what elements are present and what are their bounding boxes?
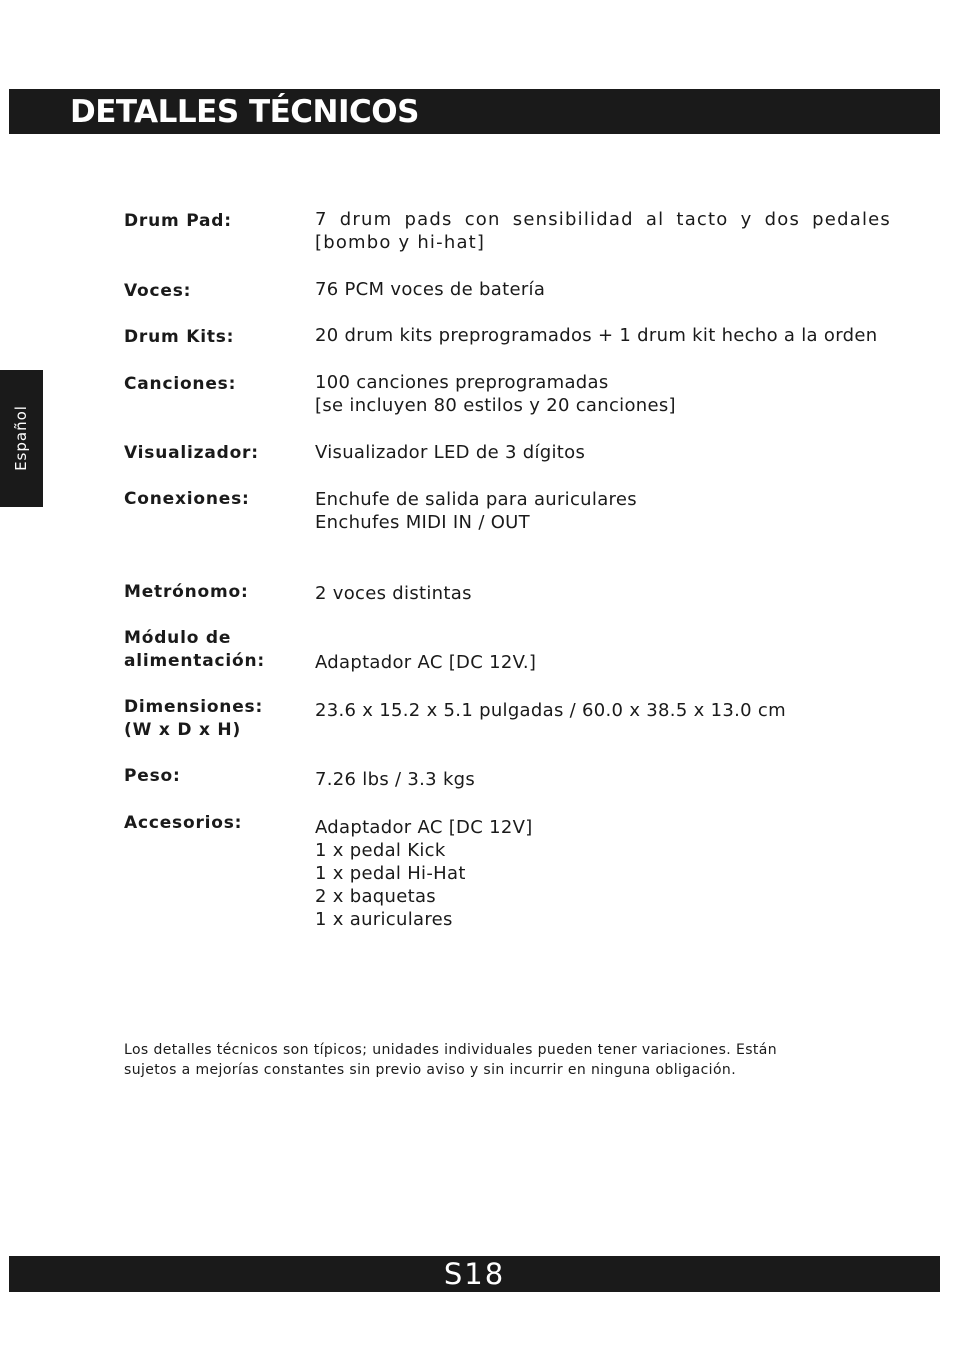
spec-value xyxy=(315,699,891,722)
spec-value xyxy=(315,324,891,347)
spec-value-line: 1 x auriculares xyxy=(315,909,453,930)
spec-value xyxy=(315,208,891,254)
spec-value-line: Enchufe de salida para auriculares xyxy=(315,489,637,510)
footer-bar xyxy=(9,1256,940,1292)
spec-label xyxy=(124,696,304,742)
spec-label-line: Accesorios: xyxy=(124,813,243,833)
spec-label xyxy=(124,581,304,604)
spec-value-line: 2 x baquetas xyxy=(315,886,436,907)
spec-value xyxy=(315,582,891,605)
spec-label-line: Canciones: xyxy=(124,374,237,394)
spec-label-line: (W x D x H) xyxy=(124,720,242,740)
spec-value xyxy=(315,768,891,791)
spec-label xyxy=(124,326,304,349)
spec-value xyxy=(315,651,891,674)
footnote-line: sujetos a mejorías constantes sin previo aviso y sin incurrir en ninguna obligación. xyxy=(124,1062,737,1078)
spec-value xyxy=(315,816,891,931)
spec-value xyxy=(315,371,891,417)
footnote-line: Los detalles técnicos son típicos; unidades individuales pueden tener variaciones. Están xyxy=(124,1042,778,1058)
spec-label xyxy=(124,488,304,511)
spec-value-line: 1 x pedal Kick xyxy=(315,840,446,861)
spec-value-line: 76 PCM voces de batería xyxy=(315,279,546,300)
footnote xyxy=(124,1040,884,1080)
spec-value-line: Adaptador AC [DC 12V.] xyxy=(315,652,537,673)
header-bar xyxy=(9,89,940,134)
spec-label-line: Metrónomo: xyxy=(124,582,249,602)
spec-value-line: 7 drum pads con sensibilidad al tacto y dos pedales [bombo y hi-hat] xyxy=(315,209,891,253)
spec-label xyxy=(124,373,304,396)
language-tab-label: Español xyxy=(12,405,30,471)
spec-label-line: Drum Pad: xyxy=(124,211,232,231)
spec-value-line: 23.6 x 15.2 x 5.1 pulgadas / 60.0 x 38.5 x 13.0 cm xyxy=(315,700,786,721)
spec-label xyxy=(124,210,304,233)
spec-value xyxy=(315,278,891,301)
spec-label-line: Voces: xyxy=(124,281,192,301)
spec-value-line: 1 x pedal Hi-Hat xyxy=(315,863,466,884)
spec-label xyxy=(124,280,304,303)
spec-value-line: 20 drum kits preprogramados + 1 drum kit hecho a la orden xyxy=(315,325,878,346)
spec-value-line: 100 canciones preprogramadas xyxy=(315,372,609,393)
spec-label xyxy=(124,765,304,788)
spec-value-line: Visualizador LED de 3 dígitos xyxy=(315,442,586,463)
spec-label xyxy=(124,627,304,673)
page-number: S18 xyxy=(443,1257,506,1291)
spec-value xyxy=(315,441,891,464)
spec-label-line: Drum Kits: xyxy=(124,327,235,347)
spec-label-line: Dimensiones: xyxy=(124,697,264,717)
spec-value xyxy=(315,488,891,534)
spec-label-line: Visualizador: xyxy=(124,443,259,463)
spec-value-line: 7.26 lbs / 3.3 kgs xyxy=(315,769,476,790)
spec-label-line: Módulo de xyxy=(124,628,232,648)
spec-label-line: Conexiones: xyxy=(124,489,250,509)
page-title: DETALLES TÉCNICOS xyxy=(70,94,419,130)
spec-label xyxy=(124,812,304,835)
spec-value-line: [se incluyen 80 estilos y 20 canciones] xyxy=(315,395,676,416)
spec-value-line: 2 voces distintas xyxy=(315,583,472,604)
spec-label xyxy=(124,442,304,465)
spec-label-line: alimentación: xyxy=(124,651,265,671)
spec-value-line: Adaptador AC [DC 12V] xyxy=(315,817,533,838)
language-tab xyxy=(0,370,43,507)
spec-label-line: Peso: xyxy=(124,766,181,786)
spec-value-line: Enchufes MIDI IN / OUT xyxy=(315,512,530,533)
